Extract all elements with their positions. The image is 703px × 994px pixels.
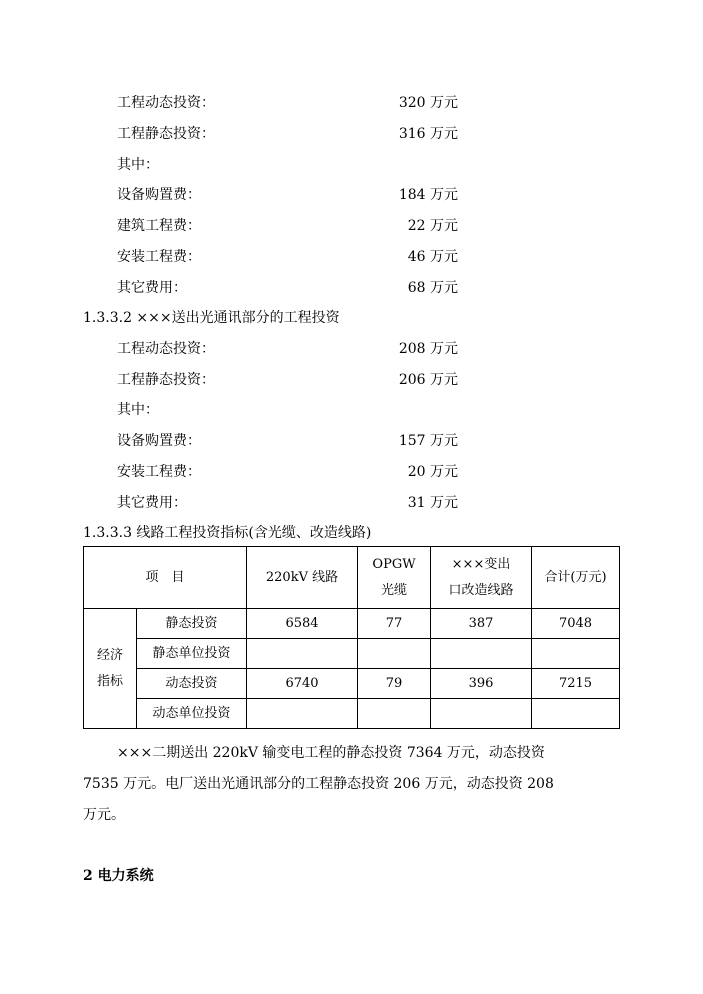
summary-line-1: ×××二期送出 220kV 输变电工程的静态投资 7364 万元，动态投资 bbox=[117, 745, 545, 761]
section-b-label-2: 工程静态投资： bbox=[117, 372, 215, 388]
section-a-value-1: 320 万元 bbox=[398, 95, 458, 111]
header-modified-line2: 口改造线路 bbox=[448, 582, 514, 598]
section-c-heading: 1.3.3.3 线路工程投资指标(含光缆、改造线路) bbox=[83, 525, 372, 541]
table-row bbox=[84, 609, 620, 639]
cell-modified bbox=[431, 639, 532, 669]
chapter-heading: 2 电力系统 bbox=[83, 868, 154, 884]
section-a-label-3: 其中： bbox=[117, 157, 159, 173]
section-b-value-5: 20 万元 bbox=[407, 464, 458, 480]
summary-line-2: 7535 万元。电厂送出光通讯部分的工程静态投资 206 万元，动态投资 208 bbox=[83, 776, 554, 792]
cell-modified: 396 bbox=[431, 669, 532, 699]
row-name: 静态投资 bbox=[137, 609, 247, 639]
section-a-label-6: 安装工程费： bbox=[117, 249, 201, 265]
group-label-line2: 指标 bbox=[96, 673, 123, 689]
group-label bbox=[84, 609, 137, 729]
section-b-label-1: 工程动态投资： bbox=[117, 341, 215, 357]
section-b-heading: 1.3.3.2 ×××送出光通讯部分的工程投资 bbox=[83, 310, 340, 326]
section-a-label-5: 建筑工程费： bbox=[117, 218, 201, 234]
row-name: 动态单位投资 bbox=[137, 699, 247, 729]
summary-line-3: 万元。 bbox=[83, 807, 125, 823]
cell-opgw: 79 bbox=[358, 669, 431, 699]
cell-modified: 387 bbox=[431, 609, 532, 639]
cell-total: 7215 bbox=[532, 669, 620, 699]
header-220kv-line: 220kV 线路 bbox=[247, 547, 358, 609]
section-a-value-4: 184 万元 bbox=[398, 187, 458, 203]
table-header-row bbox=[84, 547, 620, 609]
section-b-value-4: 157 万元 bbox=[398, 433, 458, 449]
cell-220kv: 6740 bbox=[247, 669, 358, 699]
cell-220kv bbox=[247, 699, 358, 729]
row-name: 动态投资 bbox=[137, 669, 247, 699]
table-row bbox=[84, 699, 620, 729]
section-b-label-3: 其中： bbox=[117, 402, 159, 418]
header-opgw bbox=[358, 547, 431, 609]
cell-opgw bbox=[358, 639, 431, 669]
cell-220kv: 6584 bbox=[247, 609, 358, 639]
section-a-value-7: 68 万元 bbox=[407, 280, 458, 296]
cell-total bbox=[532, 639, 620, 669]
cell-total: 7048 bbox=[532, 609, 620, 639]
cell-220kv bbox=[247, 639, 358, 669]
section-b-label-5: 安装工程费： bbox=[117, 464, 201, 480]
section-a-label-4: 设备购置费： bbox=[117, 187, 201, 203]
header-item: 项 目 bbox=[84, 547, 247, 609]
cell-total bbox=[532, 699, 620, 729]
section-b-value-1: 208 万元 bbox=[398, 341, 458, 357]
header-modified-line1: ×××变出 bbox=[451, 556, 511, 572]
section-a-label-2: 工程静态投资： bbox=[117, 126, 215, 142]
investment-index-table bbox=[83, 546, 620, 729]
section-a-value-6: 46 万元 bbox=[407, 249, 458, 265]
header-opgw-line2: 光缆 bbox=[380, 582, 407, 598]
section-a-value-5: 22 万元 bbox=[407, 218, 458, 234]
section-b-value-6: 31 万元 bbox=[407, 495, 458, 511]
group-label-line1: 经济 bbox=[96, 647, 123, 663]
section-b-label-4: 设备购置费： bbox=[117, 433, 201, 449]
section-b-value-2: 206 万元 bbox=[398, 372, 458, 388]
table-row bbox=[84, 669, 620, 699]
section-a-value-2: 316 万元 bbox=[398, 126, 458, 142]
cell-opgw: 77 bbox=[358, 609, 431, 639]
row-name: 静态单位投资 bbox=[137, 639, 247, 669]
cell-opgw bbox=[358, 699, 431, 729]
section-b-label-6: 其它费用： bbox=[117, 495, 187, 511]
cell-modified bbox=[431, 699, 532, 729]
header-opgw-line1: OPGW bbox=[372, 556, 416, 572]
section-a-label-1: 工程动态投资： bbox=[117, 95, 215, 111]
header-total: 合计(万元) bbox=[532, 547, 620, 609]
section-a-label-7: 其它费用： bbox=[117, 280, 187, 296]
table-row bbox=[84, 639, 620, 669]
header-modified-line bbox=[431, 547, 532, 609]
